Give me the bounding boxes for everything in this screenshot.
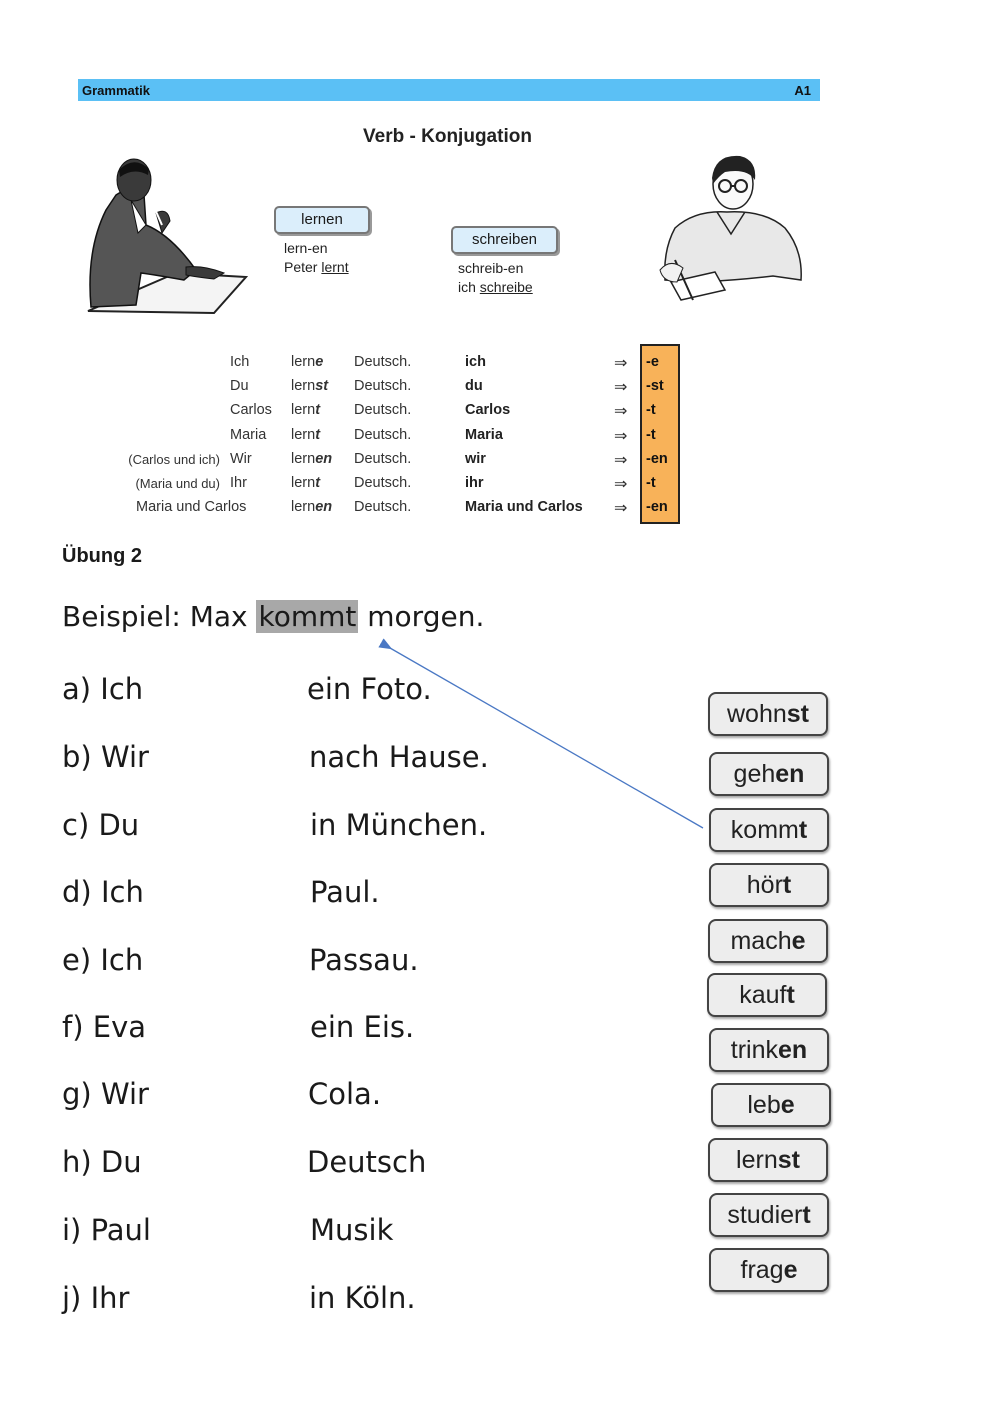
- word-card[interactable]: [709, 863, 829, 907]
- row-verb-ending: en: [315, 451, 333, 467]
- word-card[interactable]: [709, 752, 829, 796]
- row-note: (Maria und du): [135, 476, 220, 491]
- word-ending: e: [780, 1091, 795, 1119]
- row-ending: -t: [646, 427, 656, 443]
- verb-example-form: schreibe: [479, 279, 533, 295]
- exercise-label: j) Ihr: [62, 1281, 130, 1315]
- exercise-rest: Deutsch: [307, 1145, 427, 1179]
- arrow-icon: ⇒: [614, 403, 628, 420]
- row-object: Deutsch.: [354, 499, 412, 515]
- exercise-rest: in München.: [310, 808, 488, 842]
- row-ending: -t: [646, 402, 656, 418]
- exercise-label: a) Ich: [62, 672, 144, 706]
- word-stem: komm: [730, 816, 799, 844]
- word-stem: leb: [747, 1091, 781, 1119]
- exercise-rest: ein Foto.: [307, 672, 432, 706]
- word-stem: mach: [730, 927, 792, 955]
- word-stem: trink: [730, 1036, 779, 1064]
- word-stem: wohn: [727, 700, 787, 728]
- word-ending: en: [775, 760, 805, 788]
- arrow-icon: ⇒: [614, 428, 628, 445]
- row-subject: wir: [465, 451, 486, 467]
- row-pronoun: Ich: [230, 354, 250, 370]
- word-ending: e: [791, 927, 806, 955]
- word-card[interactable]: [708, 919, 828, 963]
- row-pronoun: Maria und Carlos: [136, 499, 247, 515]
- row-subject: ich: [465, 354, 486, 370]
- word-card[interactable]: [709, 1248, 829, 1292]
- exercise-heading: Übung 2: [62, 545, 142, 567]
- row-object: Deutsch.: [354, 451, 412, 467]
- row-verb-ending: t: [315, 427, 321, 443]
- verb-box-schreiben: schreiben: [451, 226, 558, 254]
- exercise-rest: nach Hause.: [309, 740, 489, 774]
- word-ending: st: [786, 700, 809, 728]
- row-verb-stem: lern: [291, 451, 316, 467]
- verb-example-form: lernt: [321, 259, 349, 275]
- row-ending: -st: [646, 378, 664, 394]
- word-stem: geh: [733, 760, 776, 788]
- exercise-label: c) Du: [62, 808, 140, 842]
- row-subject: Maria und Carlos: [465, 499, 583, 515]
- arrow-icon: ⇒: [614, 452, 628, 469]
- row-object: Deutsch.: [354, 378, 412, 394]
- page-title: Verb - Konjugation: [363, 126, 532, 147]
- row-object: Deutsch.: [354, 402, 412, 418]
- row-verb-stem: lern: [291, 427, 316, 443]
- word-ending: t: [786, 981, 795, 1009]
- exercise-rest: ein Eis.: [310, 1010, 415, 1044]
- exercise-label: d) Ich: [62, 875, 144, 909]
- word-card[interactable]: [711, 1083, 831, 1127]
- row-object: Deutsch.: [354, 427, 412, 443]
- row-pronoun: Ihr: [230, 475, 247, 491]
- verb-split-schreiben: schreib-en: [458, 260, 524, 276]
- word-card[interactable]: [709, 1193, 829, 1237]
- example-answer: kommt: [258, 600, 357, 633]
- row-ending: -e: [646, 354, 659, 370]
- exercise-label: h) Du: [62, 1145, 142, 1179]
- row-pronoun: Du: [230, 378, 249, 394]
- row-pronoun: Wir: [230, 451, 252, 467]
- row-object: Deutsch.: [354, 354, 412, 370]
- exercise-label: f) Eva: [62, 1010, 146, 1044]
- arrow-icon: ⇒: [614, 500, 628, 517]
- word-stem: studier: [727, 1201, 803, 1229]
- verb-example-subject: ich: [458, 279, 480, 295]
- row-verb-stem: lern: [291, 402, 316, 418]
- word-stem: frag: [740, 1256, 784, 1284]
- example-suffix: morgen.: [358, 600, 485, 633]
- row-verb-stem: lern: [291, 475, 316, 491]
- verb-split-lernen: lern-en: [284, 240, 328, 256]
- arrow-icon: ⇒: [614, 379, 628, 396]
- row-pronoun: Maria: [230, 427, 267, 443]
- banner-subject: Grammatik: [82, 83, 150, 98]
- exercise-label: i) Paul: [62, 1213, 151, 1247]
- exercise-rest: Paul.: [310, 875, 380, 909]
- exercise-label: e) Ich: [62, 943, 144, 977]
- verb-box-lernen: lernen: [274, 206, 370, 234]
- banner-level: A1: [794, 83, 811, 98]
- exercise-rest: Musik: [310, 1213, 394, 1247]
- word-card[interactable]: [709, 1028, 829, 1072]
- row-verb-ending: en: [315, 499, 333, 515]
- row-ending: -en: [646, 451, 668, 467]
- row-verb-stem: lern: [291, 499, 316, 515]
- row-note: (Carlos und ich): [128, 452, 220, 467]
- row-verb-ending: t: [315, 402, 321, 418]
- row-ending: -en: [646, 499, 668, 515]
- word-stem: kauf: [739, 981, 787, 1009]
- row-verb-stem: lern: [291, 378, 316, 394]
- exercise-label: b) Wir: [62, 740, 149, 774]
- word-stem: hör: [746, 871, 783, 899]
- word-card[interactable]: [709, 808, 829, 852]
- word-ending: en: [778, 1036, 808, 1064]
- word-ending: t: [782, 871, 792, 899]
- word-card[interactable]: [708, 1138, 828, 1182]
- row-object: Deutsch.: [354, 475, 412, 491]
- exercise-label: g) Wir: [62, 1077, 149, 1111]
- row-pronoun: Carlos: [230, 402, 272, 418]
- example-prefix: Beispiel: Max: [62, 600, 257, 633]
- row-subject: du: [465, 378, 483, 394]
- word-card[interactable]: [708, 692, 828, 736]
- row-subject: Carlos: [465, 402, 511, 418]
- row-subject: Maria: [465, 427, 503, 443]
- word-ending: st: [777, 1146, 800, 1174]
- row-subject: ihr: [465, 475, 484, 491]
- verb-example-subject: Peter: [284, 259, 322, 275]
- arrow-icon: ⇒: [614, 476, 628, 493]
- word-ending: e: [783, 1256, 798, 1284]
- row-verb-ending: st: [315, 378, 329, 394]
- word-ending: t: [802, 1201, 811, 1229]
- row-ending: -t: [646, 475, 656, 491]
- row-verb-ending: t: [315, 475, 321, 491]
- row-verb-ending: e: [315, 354, 324, 370]
- word-card[interactable]: [707, 973, 827, 1017]
- exercise-rest: in Köln.: [309, 1281, 416, 1315]
- word-ending: t: [798, 816, 808, 844]
- word-stem: lern: [736, 1146, 778, 1174]
- arrow-icon: ⇒: [614, 355, 628, 372]
- exercise-rest: Cola.: [308, 1077, 382, 1111]
- exercise-rest: Passau.: [309, 943, 419, 977]
- row-verb-stem: lern: [291, 354, 316, 370]
